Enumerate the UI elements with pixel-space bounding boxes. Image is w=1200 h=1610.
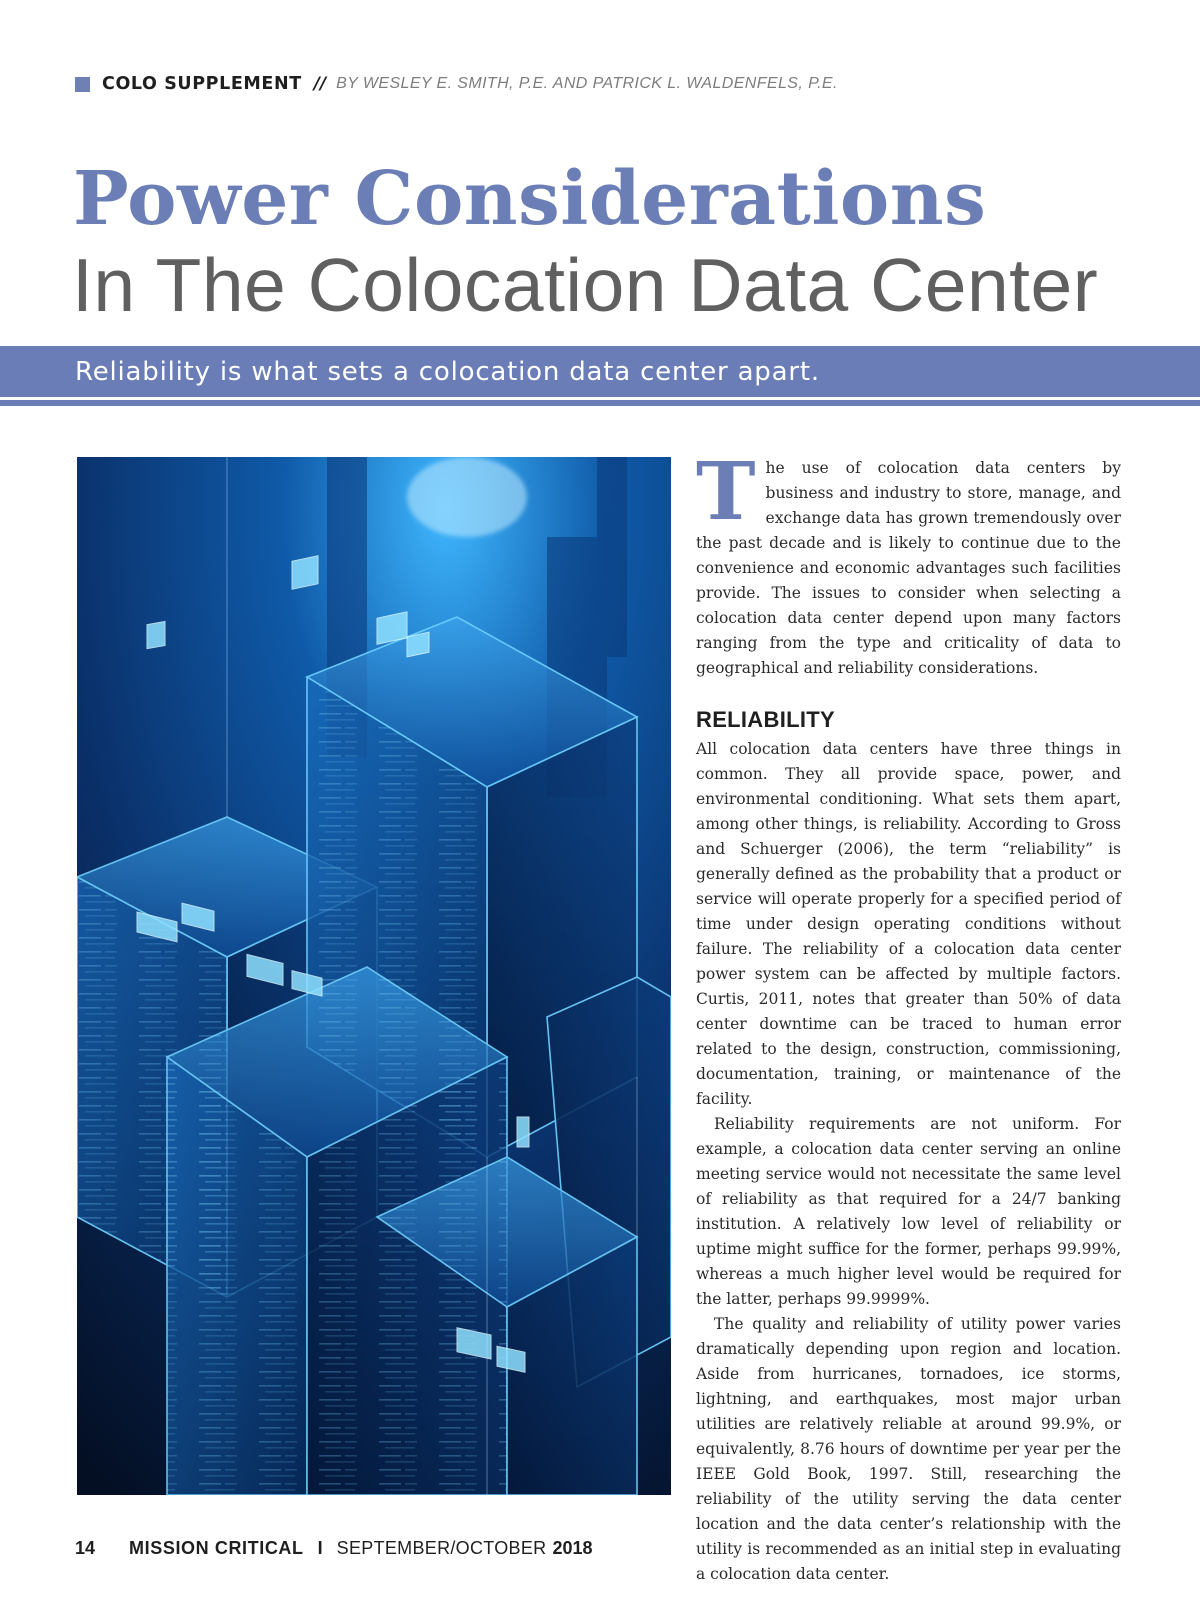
section-heading: RELIABILITY	[696, 707, 835, 732]
magazine-name: MISSION CRITICAL	[129, 1538, 304, 1558]
section-marker-icon	[75, 77, 90, 92]
body-paragraph: All colocation data centers have three things in common. They all provide space, power, and environmental conditioning. What sets them apart, among other things, is reliability. According to Gross and Schuerger (2006), the term “reliability” is generally defined as the probability that a product or service will operate properly for a specified period of time under design operating conditions without failure. The reliability of a colocation data center power system can be affected by multiple factors. Curtis, 2011, notes that greater than 50% of data center downtime can be traced to human error related to the design, construction, commissioning, documentation, training, or maintenance of the facility.	[696, 740, 1121, 1108]
deck-banner	[0, 346, 1200, 397]
headline-secondary: In The Colocation Data Center	[72, 243, 1099, 327]
issue-date: SEPTEMBER/OCTOBER	[336, 1538, 547, 1558]
headline-primary: Power Considerations	[73, 156, 987, 242]
byline: BY WESLEY E. SMITH, P.E. AND PATRICK L. WALDENFELS, P.E.	[336, 75, 838, 92]
article-body	[696, 444, 1121, 1587]
section-header	[75, 70, 838, 98]
deck-text: Reliability is what sets a colocation data center apart.	[75, 357, 820, 387]
page-number: 14	[75, 1538, 96, 1558]
footer-divider: I	[317, 1538, 323, 1558]
deck-rule	[0, 400, 1200, 406]
intro-paragraph	[696, 444, 1121, 681]
body-paragraph: Reliability requirements are not uniform. For example, a colocation data center serving an online meeting service would not necessitate the same level of reliability as that required for a 24/7 banking institution. A relatively low level of reliability or uptime might suffice for the former, perhaps 99.99%, whereas a much higher level would be required for the latter, perhaps 99.9999%.	[696, 1115, 1121, 1308]
data-center-cubes-illustration	[77, 457, 671, 1495]
page-footer	[75, 1538, 593, 1559]
issue-year: 2018	[552, 1538, 593, 1558]
drop-cap: T	[696, 444, 756, 538]
section-label: COLO SUPPLEMENT	[102, 74, 302, 94]
body-paragraph: The quality and reliability of utility power varies dramatically depending upon region and location. Aside from hurricanes, tornadoes, ice storms, lightning, and earthquakes, most major urban utilities are relatively reliable at around 99.9%, or equivalently, 8.76 hours of downtime per year per the IEEE Gold Book, 1997. Still, researching the reliability of the utility serving the data center location and the data center’s relationship with the utility is recommended as an initial step in evaluating a colocation data center.	[696, 1315, 1121, 1583]
intro-text: he use of colocation data centers by business and industry to store, manage, and exchange data has grown tremendously over the past decade and is likely to continue due to the convenience and economic advantages such facilities provide. The issues to consider when selecting a colocation data center depend upon many factors ranging from the type and criticality of data to geographical and reliability considerations.	[696, 459, 1121, 677]
header-separator: //	[313, 74, 327, 94]
